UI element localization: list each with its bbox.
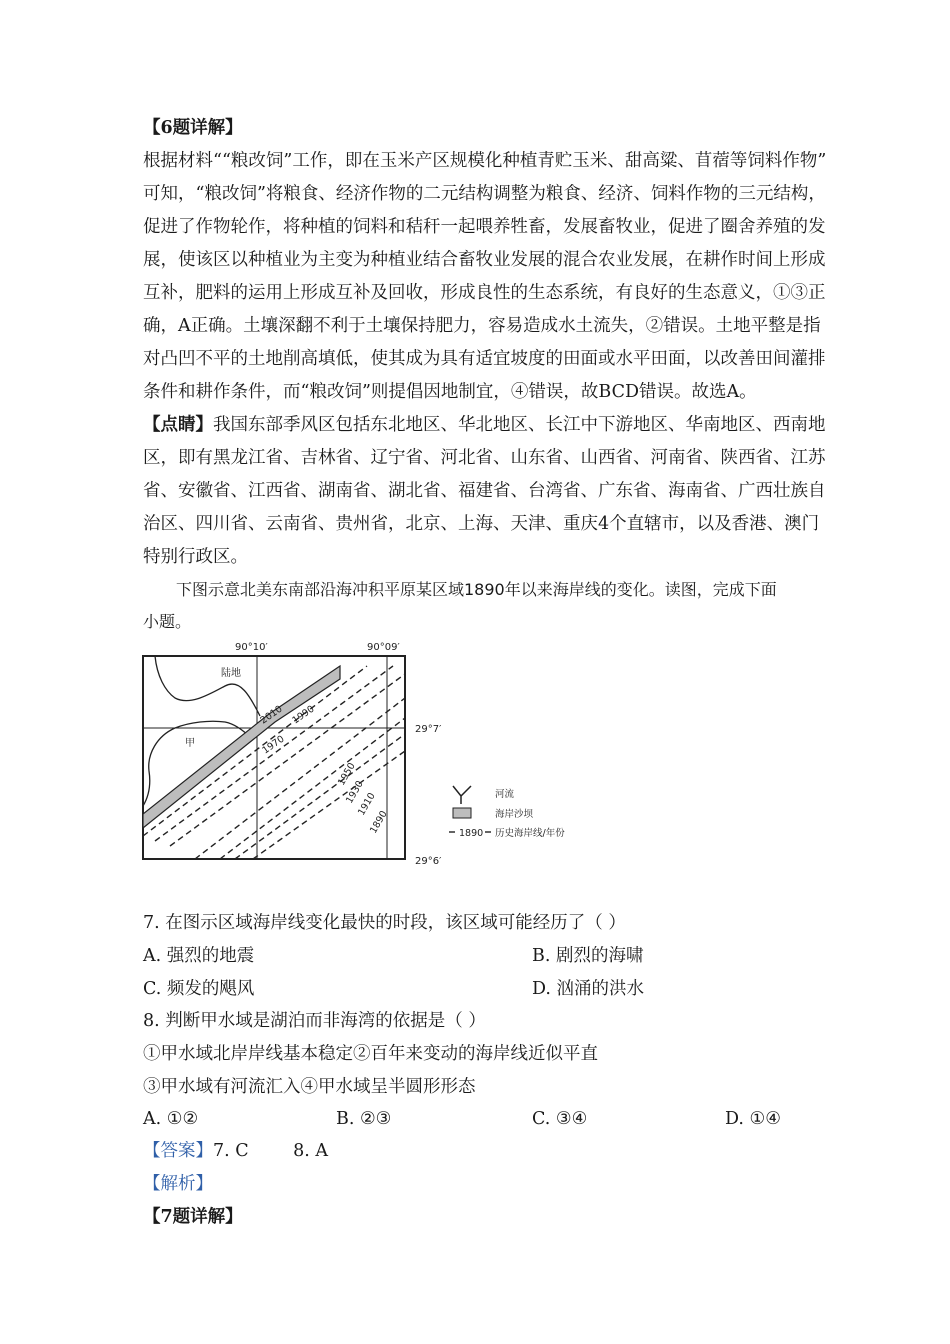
- dianjing-title: 【点睛】: [143, 415, 213, 435]
- q7-option-d[interactable]: D. 汹涌的洪水: [532, 979, 645, 999]
- dianjing-line-2: 区，即有黑龙江省、吉林省、辽宁省、河北省、山东省、山西省、河南省、陕西省、江苏: [143, 448, 826, 468]
- coastline-map: [135, 636, 605, 876]
- year-label-1990: 1990: [290, 703, 317, 727]
- jiexi-label: 【解析】: [143, 1174, 213, 1194]
- q8-stem: 8. 判断甲水域是湖泊而非海湾的依据是（ ）: [143, 1011, 486, 1031]
- dianjing-line-5: 特别行政区。: [143, 547, 248, 567]
- year-label-1950: 1950: [336, 761, 358, 788]
- intro-line-2: 小题。: [143, 612, 192, 631]
- land-boundary: [155, 656, 260, 716]
- q6-line-8: 条件和耕作条件，而“粮改饲”则提倡因地制宜，④错误，故BCD错误。故选A。: [143, 382, 757, 402]
- q8-option-c[interactable]: C. ③④: [532, 1109, 588, 1129]
- coastline-2010: [143, 666, 367, 836]
- map-legend: [449, 786, 565, 839]
- dianjing-line-4: 治区、四川省、云南省、贵州省，北京、上海、天津、重庆4个直辖市，以及香港、澳门: [143, 514, 820, 534]
- lon-right-label: 90°09′: [367, 642, 400, 653]
- dianjing-line-1: 【点睛】我国东部季风区包括东北地区、华北地区、长江中下游地区、华南地区、西南地: [143, 415, 826, 435]
- year-label-1910: 1910: [356, 791, 378, 818]
- lat-bottom-label: 29°6′: [415, 856, 442, 867]
- q8-statement-2: ③甲水域有河流汇入④甲水域呈半圆形形态: [143, 1077, 476, 1097]
- legend-sand-label: 海岸沙坝: [495, 809, 534, 820]
- legend-line-year: 1890: [459, 828, 484, 839]
- land-label: 陆地: [221, 668, 241, 679]
- coastline-1890: [253, 751, 405, 859]
- intro-line-1: 下图示意北美东南部沿海冲积平原某区域1890年以来海岸线的变化。读图，完成下面: [176, 580, 777, 599]
- q7-stem: 7. 在图示区域海岸线变化最快的时段，该区域可能经历了（ ）: [143, 913, 626, 933]
- legend-river-icon: [453, 786, 471, 804]
- q7-option-a[interactable]: A. 强烈的地震: [143, 946, 255, 966]
- q8-option-d[interactable]: D. ①④: [725, 1109, 781, 1129]
- answer-line: [143, 1141, 328, 1161]
- q6-line-5: 互补，肥料的运用上形成互补及回收，形成良性的生态系统，有良好的生态意义，①③正: [143, 283, 826, 303]
- q6-line-3: 促进了作物轮作，将种植的饲料和秸秆一起喂养牲畜，发展畜牧业，促进了圈舍养殖的发: [143, 217, 826, 237]
- lake-label: 甲: [185, 738, 195, 749]
- q6-title: 【6题详解】: [143, 118, 243, 138]
- lake-outline: [143, 721, 251, 806]
- year-label-2010: 2010: [258, 703, 285, 727]
- q8-option-a[interactable]: A. ①②: [143, 1109, 199, 1129]
- q8-statement-1: ①甲水域北岸岸线基本稳定②百年来变动的海岸线近似平直: [143, 1044, 598, 1064]
- lat-top-label: 29°7′: [415, 724, 442, 735]
- year-label-1930: 1930: [344, 779, 366, 806]
- answer-label: 【答案】: [143, 1141, 213, 1161]
- q7-title: 【7题详解】: [143, 1207, 243, 1227]
- legend-river-label: 河流: [495, 789, 515, 800]
- q6-line-1: 根据材料““粮改饲”工作，即在玉米产区规模化种植青贮玉米、甜高粱、苜蓿等饲料作物”: [143, 151, 827, 171]
- q6-line-4: 展，使该区以种植业为主变为种植业结合畜牧业发展的混合农业发展，在耕作时间上形成: [143, 250, 826, 270]
- year-label-1970: 1970: [260, 733, 287, 757]
- q6-line-7: 对凸凹不平的土地削高填低，使其成为具有适宜坡度的田面或水平田面，以改善田间灌排: [143, 349, 826, 369]
- year-label-1890: 1890: [368, 809, 390, 836]
- answer-text: 7. C 8. A: [213, 1141, 329, 1161]
- legend-sand-icon: [453, 808, 471, 818]
- q6-line-2: 可知，“粮改饲”将粮食、经济作物的二元结构调整为粮食、经济、饲料作物的三元结构，: [143, 184, 826, 204]
- q6-line-6: 确，A正确。土壤深翻不利于土壤保持肥力，容易造成水土流失，②错误。土地平整是指: [143, 316, 821, 336]
- q7-option-c[interactable]: C. 频发的飓风: [143, 979, 255, 999]
- coastline-1910: [235, 734, 405, 859]
- q8-option-b[interactable]: B. ②③: [336, 1109, 392, 1129]
- legend-line-label: 历史海岸线/年份: [495, 828, 565, 839]
- dianjing-line-3: 省、安徽省、江西省、湖南省、湖北省、福建省、台湾省、广东省、海南省、广西壮族自: [143, 481, 826, 501]
- lon-left-label: 90°10′: [235, 642, 268, 653]
- q7-option-b[interactable]: B. 剧烈的海啸: [532, 946, 644, 966]
